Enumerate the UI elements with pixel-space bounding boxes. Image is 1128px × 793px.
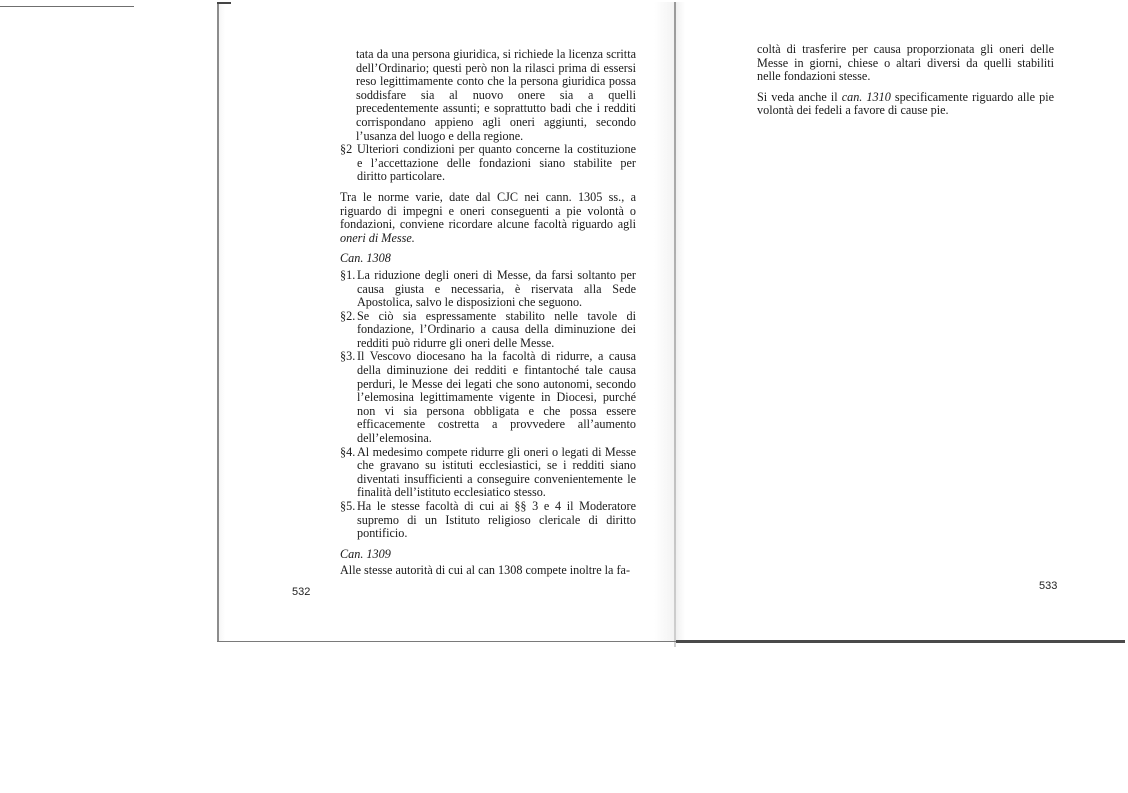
paragraph-number: §1.	[340, 267, 356, 282]
paragraph-number: §3.	[340, 349, 356, 364]
canon-1308-heading: Can. 1308	[340, 251, 391, 266]
paragraph-text: La riduzione degli oneri di Messe, da farsi soltanto per causa giusta e necessaria, è riservata alla Sede Apostolica, salvo le disposizioni che seguono.	[357, 267, 636, 310]
canon-paragraph-3	[340, 350, 636, 445]
left-page-text-column	[340, 48, 636, 578]
cross-reference-text-end: specificamente riguardo alle pie volontà dei fedeli a favore di cause pie.	[757, 89, 1055, 118]
continued-paragraph: coltà di trasferire per causa proporzionata gli oneri delle Messe in giorni, chiese o altari diversi da quelli stabiliti nelle fondazioni stesse.	[757, 42, 1054, 84]
paragraph-text: Se ciò sia espressamente stabilito nelle tavole di fondazione, l’Ordinario a causa della diminuzione dei redditi può ridurre gli oneri delle Messe.	[357, 308, 636, 350]
paragraph-text: Ha le stesse facoltà di cui ai §§ 3 e 4 il Moderatore supremo di un Istituto religioso clericale di diritto pontificio.	[357, 499, 636, 541]
canon-1309-text: Alle stesse autorità di cui al can 1308 compete inoltre la fa-	[340, 563, 631, 578]
paragraph-number: §5.	[340, 499, 356, 513]
left-page-bottom-edge	[217, 641, 677, 642]
canon-1309-heading: Can. 1309	[340, 546, 391, 561]
intro-paragraph	[340, 191, 636, 245]
section-number: §2	[340, 142, 353, 157]
left-page-number: 532	[292, 586, 311, 598]
section-text: Ulteriori condizioni per quanto concerne la costituzione e l’accettazione delle fondazioni siano stabilite per diritto particolare.	[357, 142, 636, 184]
cross-reference-text: Si veda anche il	[757, 89, 838, 104]
section-2-item	[340, 143, 636, 184]
paragraph-text: Al medesimo compete ridurre gli oneri o legati di Messe che gravano su istituti ecclesiastici, se i redditi siano diventati insufficienti a conseguire convenientemente le finalità dell’istituto ecclesiatico stesso.	[357, 444, 636, 500]
right-page-number: 533	[1039, 580, 1058, 592]
canon-paragraph-4	[340, 446, 636, 500]
intro-text: Tra le norme varie, date dal CJC nei cann. 1305 ss., a riguardo di impegni e oneri conseguenti a pie volontà o fondazioni, conviene ricordare alcune facoltà riguardo agli	[340, 189, 636, 232]
intro-emphasis: oneri di Messe.	[340, 230, 415, 245]
paragraph-text: Il Vescovo diocesano ha la facoltà di ridurre, a causa della diminuzione dei redditi e fintantoché tale causa perduri, le Messe dei legati che sono autonomi, secondo l’elemosina legittimamente vigente in Diocesi, purché non vi sia persona obbligata e che possa essere efficacemente costretta a provvedere all’aumento dell’elemosina.	[357, 349, 636, 446]
canon-paragraph-2	[340, 310, 636, 351]
cross-reference-paragraph	[757, 91, 1054, 118]
continued-paragraph: tata da una persona giuridica, si richiede la licenza scritta dell’Ordinario; questi però non la rilasci prima di essersi reso legittimamente conto che la persona giuridica possa soddisfare sia al nuovo onere sia a quelli precedentemente assunti; e soprattutto badi che i redditi corrispondano appieno agli oneri aggiunti, secondo l’usanza del luogo e della regione.	[356, 47, 636, 143]
book-spine	[674, 2, 676, 647]
paragraph-number: §4.	[340, 444, 356, 459]
scan-edge-line	[0, 6, 134, 7]
right-page-text-column	[757, 43, 1054, 118]
page-corner-mark	[217, 2, 231, 10]
right-page-bottom-edge	[676, 640, 1125, 643]
paragraph-number: §2.	[340, 308, 356, 323]
canon-1308-paragraphs	[340, 269, 636, 541]
canon-reference: can. 1310	[841, 89, 891, 104]
canon-paragraph-1	[340, 269, 636, 310]
canon-paragraph-5	[340, 500, 636, 541]
